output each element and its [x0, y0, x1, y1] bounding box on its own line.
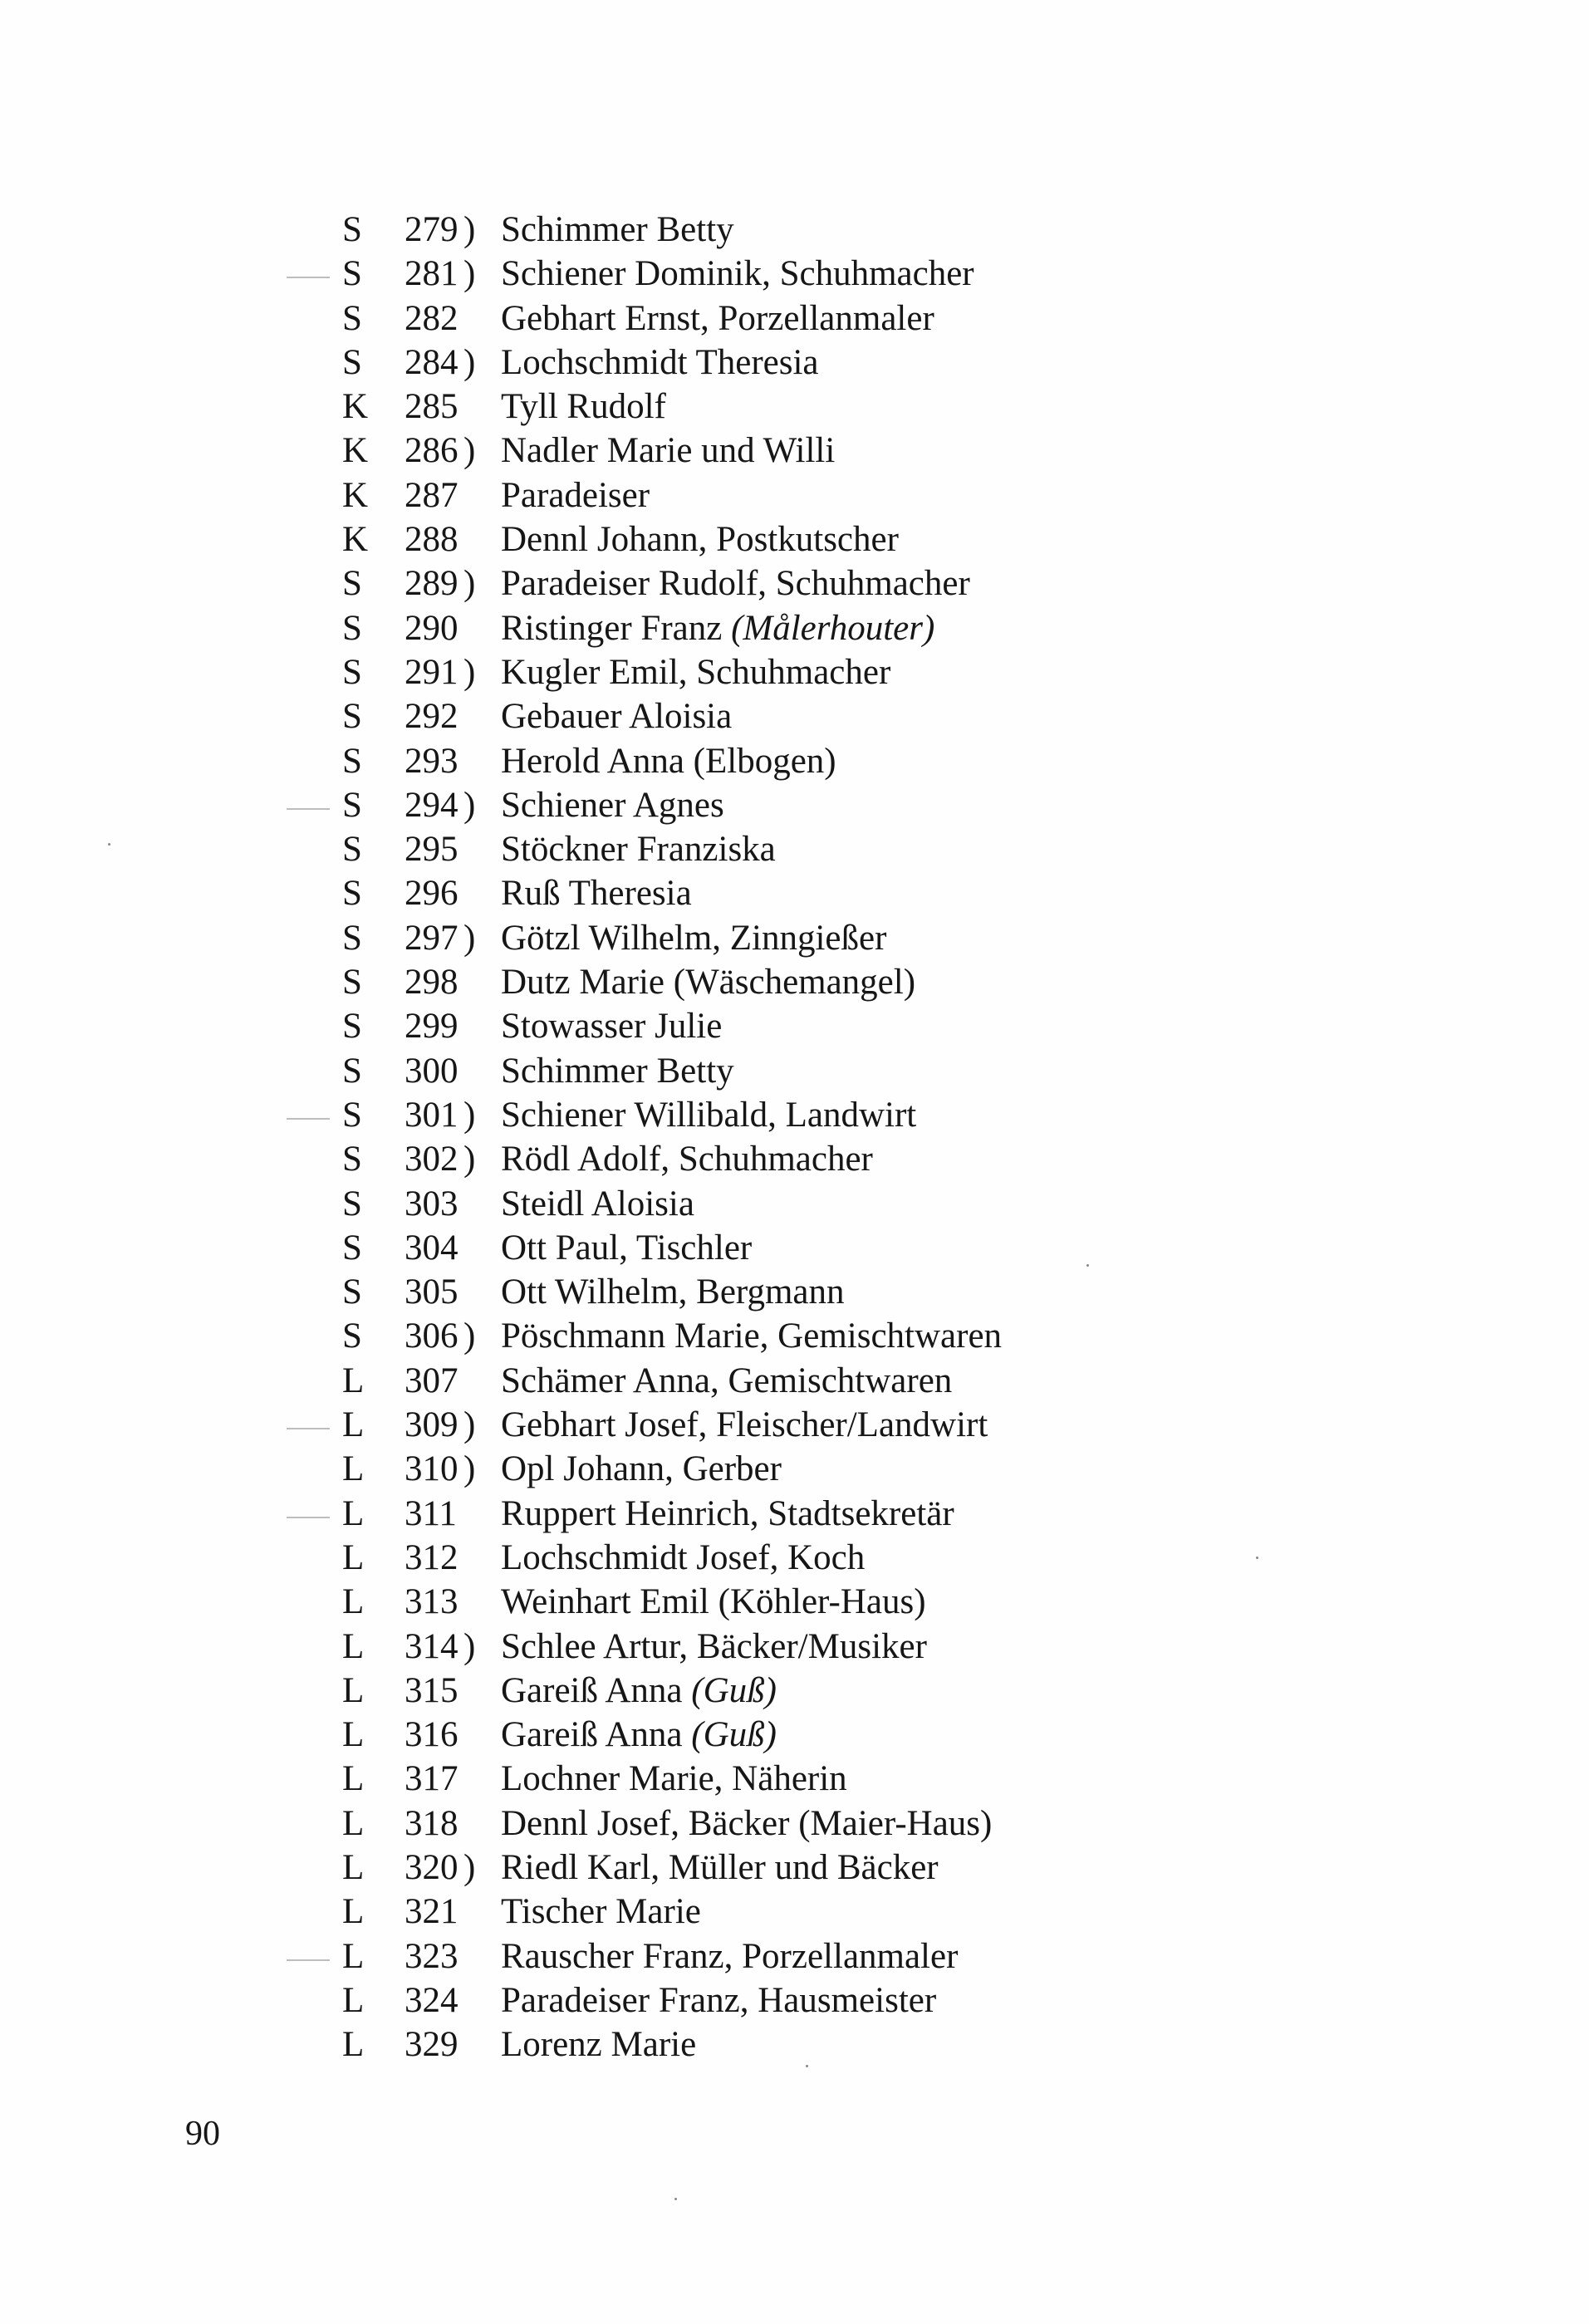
entry-number: 279 [405, 210, 459, 249]
entry-name-text: Steidl Aloisia [501, 1184, 694, 1223]
list-item [0, 1314, 1589, 1358]
entry-number: 281 [405, 254, 459, 294]
list-item [0, 1137, 1589, 1181]
entry-name-text: Lochschmidt Josef, Koch [501, 1537, 866, 1577]
entry-name [501, 783, 724, 827]
entry-name [501, 1757, 847, 1801]
entry-letter: L [342, 1626, 365, 1666]
entry-number: 309 [405, 1405, 459, 1445]
entry-name-text: Opl Johann, Gerber [501, 1449, 782, 1489]
entry-name-text: Lochschmidt Theresia [501, 342, 819, 382]
entry-number: 303 [405, 1184, 459, 1223]
entry-name [501, 1004, 722, 1048]
entry-name-text: Ruppert Heinrich, Stadtsekretär [501, 1493, 954, 1533]
entry-letter: L [342, 1980, 365, 2020]
entry-name [501, 1846, 939, 1890]
entry-name [501, 385, 666, 429]
entry-letter: S [342, 608, 362, 648]
entry-name [501, 1314, 1002, 1358]
entry-letter: S [342, 652, 362, 692]
entry-name [501, 694, 732, 738]
list-item [0, 1580, 1589, 1624]
entry-letter: L [342, 1537, 365, 1577]
entry-name-text: Ruß Theresia [501, 874, 692, 914]
list-item [0, 385, 1589, 429]
entry-name-text: Schiener Dominik, Schuhmacher [501, 254, 974, 294]
entry-number: 292 [405, 697, 459, 737]
list-item [0, 606, 1589, 650]
entry-letter: L [342, 1715, 365, 1755]
list-item [0, 1182, 1589, 1226]
list-item [0, 429, 1589, 473]
entry-number: 318 [405, 1803, 459, 1843]
list-item [0, 1978, 1589, 2022]
entry-name-text: Kugler Emil, Schuhmacher [501, 652, 891, 692]
list-item [0, 1802, 1589, 1846]
entry-name [501, 827, 776, 871]
scan-speck [1086, 1264, 1089, 1267]
entry-name-text: Riedl Karl, Müller und Bäcker [501, 1847, 939, 1887]
entry-number-paren: ) [463, 1449, 476, 1489]
entry-name [501, 1403, 988, 1447]
entry-name-text: Ristinger Franz [501, 608, 732, 648]
entry-name [501, 1978, 936, 2022]
entry-name-text: Gebauer Aloisia [501, 697, 733, 737]
list-item [0, 650, 1589, 694]
entry-name-text: Schiener Agnes [501, 785, 724, 825]
entry-name [501, 517, 899, 561]
entry-name-text: Lorenz Marie [501, 2025, 697, 2065]
entry-letter: S [342, 1316, 362, 1356]
entry-name [501, 561, 970, 606]
entry-name [501, 960, 915, 1004]
list-item [0, 341, 1589, 385]
entry-name-text: Rödl Adolf, Schuhmacher [501, 1140, 873, 1179]
list-item [0, 739, 1589, 783]
entry-number: 313 [405, 1582, 459, 1622]
margin-tick-mark [287, 1517, 330, 1518]
entry-letter: L [342, 1803, 365, 1843]
entry-name [501, 2022, 696, 2067]
entry-number-paren: ) [463, 1626, 476, 1666]
entry-letter: S [342, 1051, 362, 1091]
entry-list [0, 208, 1589, 2067]
entry-name [501, 297, 934, 341]
entry-number: 310 [405, 1449, 459, 1489]
entry-letter: K [342, 431, 369, 471]
list-item [0, 1846, 1589, 1890]
list-item [0, 960, 1589, 1004]
entry-letter: S [342, 342, 362, 382]
entry-letter: L [342, 1493, 365, 1533]
entry-name [501, 1093, 916, 1137]
list-item [0, 473, 1589, 517]
list-item [0, 694, 1589, 738]
entry-name [501, 1802, 992, 1846]
margin-tick-mark [287, 1118, 330, 1120]
entry-letter: L [342, 1936, 365, 1976]
entry-name-text: Schämer Anna, Gemischtwaren [501, 1361, 953, 1400]
entry-letter: S [342, 874, 362, 914]
entry-name-text: Schimmer Betty [501, 210, 734, 249]
entry-name [501, 650, 890, 694]
entry-letter: S [342, 785, 362, 825]
entry-number-paren: ) [463, 1405, 476, 1445]
entry-letter: S [342, 1007, 362, 1047]
entry-letter: S [342, 1140, 362, 1179]
entry-letter: L [342, 1405, 365, 1445]
entry-letter: S [342, 963, 362, 1003]
entry-number: 297 [405, 918, 459, 958]
entry-letter: S [342, 697, 362, 737]
margin-tick-mark [287, 1959, 330, 1961]
entry-letter: S [342, 918, 362, 958]
entry-number: 305 [405, 1272, 459, 1312]
entry-number: 286 [405, 431, 459, 471]
entry-name-italic-note: (Målerhouter) [731, 608, 935, 648]
list-item [0, 1093, 1589, 1137]
entry-number: 316 [405, 1715, 459, 1755]
entry-number: 291 [405, 652, 459, 692]
entry-name-text: Gareiß Anna [501, 1670, 692, 1710]
entry-letter: L [342, 1670, 365, 1710]
entry-number: 298 [405, 963, 459, 1003]
entry-number-paren: ) [463, 342, 476, 382]
entry-name [501, 1890, 701, 1934]
list-item [0, 1669, 1589, 1713]
page-number: 90 [185, 2115, 220, 2153]
entry-number: 302 [405, 1140, 459, 1179]
entry-letter: S [342, 564, 362, 604]
entry-name-text: Lochner Marie, Näherin [501, 1759, 847, 1799]
entry-letter: L [342, 1892, 365, 1932]
list-item [0, 1049, 1589, 1093]
list-item [0, 208, 1589, 252]
entry-number: 290 [405, 608, 459, 648]
entry-number: 323 [405, 1936, 459, 1976]
entry-name [501, 1580, 926, 1624]
entry-name-text: Stowasser Julie [501, 1007, 723, 1047]
entry-number-paren: ) [463, 1140, 476, 1179]
entry-number: 306 [405, 1316, 459, 1356]
entry-name [501, 1182, 694, 1226]
entry-name-text: Tischer Marie [501, 1892, 701, 1932]
entry-name-text: Schimmer Betty [501, 1051, 734, 1091]
list-item [0, 252, 1589, 296]
entry-name [501, 1536, 865, 1580]
entry-name [501, 1669, 777, 1713]
entry-letter: L [342, 1582, 365, 1622]
entry-name-text: Schlee Artur, Bäcker/Musiker [501, 1626, 927, 1666]
entry-name-text: Rauscher Franz, Porzellanmaler [501, 1936, 959, 1976]
entry-number-paren: ) [463, 254, 476, 294]
list-item [0, 1447, 1589, 1491]
entry-name-text: Paradeiser Rudolf, Schuhmacher [501, 564, 970, 604]
entry-number-paren: ) [463, 431, 476, 471]
entry-number: 301 [405, 1095, 459, 1135]
entry-name-text: Nadler Marie und Willi [501, 431, 836, 471]
entry-name [501, 739, 836, 783]
entry-name-text: Ott Wilhelm, Bergmann [501, 1272, 845, 1312]
entry-number-paren: ) [463, 564, 476, 604]
margin-tick-mark [287, 808, 330, 810]
entry-name-text: Gebhart Ernst, Porzellanmaler [501, 298, 934, 338]
entry-letter: S [342, 830, 362, 870]
entry-number-paren: ) [463, 1847, 476, 1887]
entry-number-paren: ) [463, 918, 476, 958]
entry-letter: K [342, 387, 369, 427]
entry-name-italic-note: (Guß) [691, 1715, 777, 1755]
entry-letter: L [342, 1361, 365, 1400]
entry-number-paren: ) [463, 210, 476, 249]
entry-letter: L [342, 1449, 365, 1489]
entry-name-text: Ott Paul, Tischler [501, 1228, 753, 1267]
entry-letter: L [342, 1847, 365, 1887]
entry-number: 296 [405, 874, 459, 914]
margin-tick-mark [287, 1428, 330, 1429]
entry-number-paren: ) [463, 1095, 476, 1135]
entry-letter: L [342, 2025, 365, 2065]
entry-letter: K [342, 520, 369, 560]
list-item [0, 916, 1589, 960]
entry-name-text: Dennl Johann, Postkutscher [501, 520, 899, 560]
entry-letter: S [342, 210, 362, 249]
entry-number: 295 [405, 830, 459, 870]
entry-letter: K [342, 475, 369, 515]
entry-number: 300 [405, 1051, 459, 1091]
entry-name-text: Tyll Rudolf [501, 387, 666, 427]
entry-name [501, 1270, 845, 1314]
entry-number: 285 [405, 387, 459, 427]
list-item [0, 1270, 1589, 1314]
entry-name [501, 252, 974, 296]
entry-name-text: Gebhart Josef, Fleischer/Landwirt [501, 1405, 988, 1445]
entry-number-paren: ) [463, 1316, 476, 1356]
entry-number: 284 [405, 342, 459, 382]
entry-number: 320 [405, 1847, 459, 1887]
entry-number: 329 [405, 2025, 459, 2065]
entry-name-text: Gareiß Anna [501, 1715, 692, 1755]
scan-speck [674, 2198, 677, 2200]
entry-number-paren: ) [463, 785, 476, 825]
entry-number: 282 [405, 298, 459, 338]
list-item [0, 2022, 1589, 2067]
entry-name-text: Stöckner Franziska [501, 830, 776, 870]
entry-name [501, 1447, 782, 1491]
entry-name-text: Weinhart Emil (Köhler-Haus) [501, 1582, 926, 1622]
entry-number: 293 [405, 741, 459, 781]
entry-name [501, 871, 692, 915]
entry-name-text: Dennl Josef, Bäcker (Maier-Haus) [501, 1803, 993, 1843]
list-item [0, 783, 1589, 827]
entry-number: 312 [405, 1537, 459, 1577]
entry-name [501, 606, 934, 650]
list-item [0, 1492, 1589, 1536]
list-item [0, 1625, 1589, 1669]
entry-number: 311 [405, 1493, 457, 1533]
list-item [0, 297, 1589, 341]
list-item [0, 1536, 1589, 1580]
entry-name-text: Dutz Marie (Wäschemangel) [501, 963, 916, 1003]
entry-number: 314 [405, 1626, 459, 1666]
list-item [0, 1004, 1589, 1048]
entry-number: 324 [405, 1980, 459, 2020]
list-item [0, 1713, 1589, 1757]
entry-number: 307 [405, 1361, 459, 1400]
entry-name-text: Paradeiser [501, 475, 650, 515]
entry-name [501, 1625, 927, 1669]
list-item [0, 561, 1589, 606]
entry-name [501, 1049, 734, 1093]
entry-letter: S [342, 298, 362, 338]
entry-number: 315 [405, 1670, 459, 1710]
entry-number: 288 [405, 520, 459, 560]
list-item [0, 1934, 1589, 1978]
entry-number: 289 [405, 564, 459, 604]
list-item [0, 1890, 1589, 1934]
list-item [0, 517, 1589, 561]
list-item [0, 1359, 1589, 1403]
list-item [0, 827, 1589, 871]
entry-number: 294 [405, 785, 459, 825]
scan-speck [1256, 1557, 1258, 1559]
entry-letter: S [342, 1228, 362, 1267]
entry-name [501, 1359, 952, 1403]
entry-name [501, 429, 835, 473]
entry-number: 287 [405, 475, 459, 515]
entry-name [501, 1492, 954, 1536]
margin-tick-mark [287, 277, 330, 278]
list-item [0, 1757, 1589, 1801]
entry-name [501, 1713, 777, 1757]
entry-number: 317 [405, 1759, 459, 1799]
entry-letter: S [342, 254, 362, 294]
entry-name [501, 916, 886, 960]
entry-name [501, 208, 734, 252]
entry-name [501, 1137, 873, 1181]
list-item [0, 871, 1589, 915]
entry-letter: S [342, 741, 362, 781]
scan-speck [108, 843, 110, 846]
entry-number: 299 [405, 1007, 459, 1047]
list-item [0, 1226, 1589, 1270]
entry-name [501, 1934, 958, 1978]
entry-letter: L [342, 1759, 365, 1799]
entry-name [501, 341, 819, 385]
entry-name-text: Herold Anna (Elbogen) [501, 741, 836, 781]
entry-name [501, 1226, 752, 1270]
entry-name-text: Pöschmann Marie, Gemischtwaren [501, 1316, 1003, 1356]
list-item [0, 1403, 1589, 1447]
scan-speck [806, 2065, 808, 2067]
entry-letter: S [342, 1184, 362, 1223]
entry-letter: S [342, 1272, 362, 1312]
entry-name-text: Götzl Wilhelm, Zinngießer [501, 918, 887, 958]
entry-number: 321 [405, 1892, 459, 1932]
entry-letter: S [342, 1095, 362, 1135]
entry-name-text: Schiener Willibald, Landwirt [501, 1095, 917, 1135]
entry-name-italic-note: (Guß) [691, 1670, 777, 1710]
entry-name-text: Paradeiser Franz, Hausmeister [501, 1980, 937, 2020]
entry-name [501, 473, 650, 517]
entry-number-paren: ) [463, 652, 476, 692]
entry-number: 304 [405, 1228, 459, 1267]
